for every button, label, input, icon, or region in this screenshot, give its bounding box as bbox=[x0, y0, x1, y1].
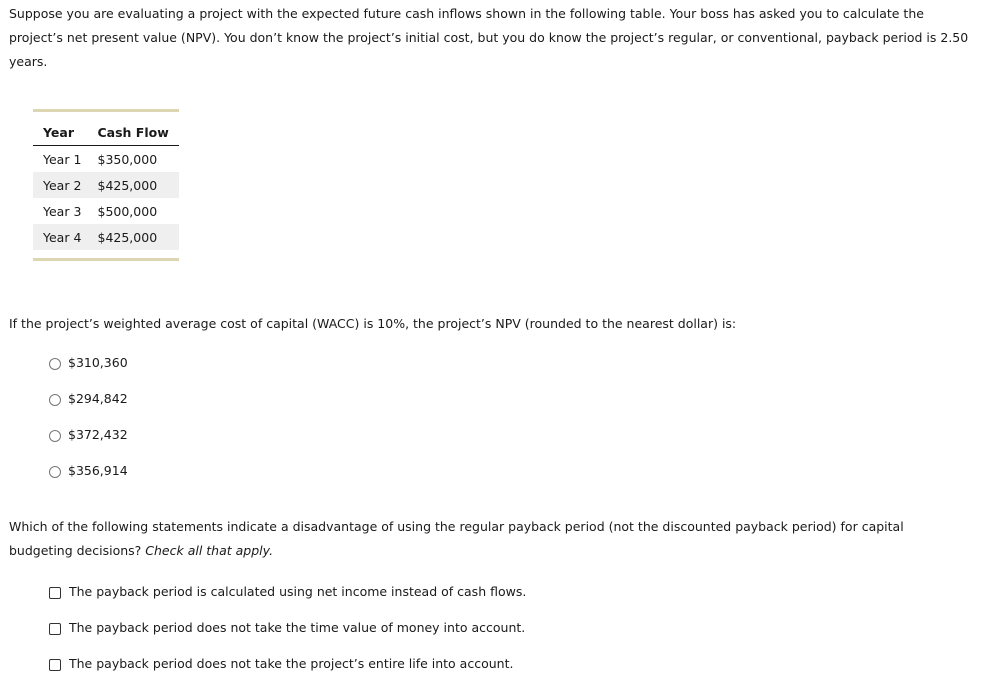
table-row bbox=[33, 146, 179, 173]
payback-question-text: Which of the following statements indicate a disadvantage of using the regular payback period (not the discounted payback period) for capital budgeting decisions? bbox=[9, 519, 904, 558]
npv-option-2[interactable] bbox=[48, 391, 128, 427]
table-row bbox=[33, 198, 179, 224]
npv-option-3[interactable] bbox=[48, 427, 128, 463]
option-label: $310,360 bbox=[68, 355, 128, 370]
npv-answer-options bbox=[48, 355, 128, 499]
option-label: The payback period does not take the time value of money into account. bbox=[69, 620, 526, 635]
cash-flow-column-header: Cash Flow bbox=[88, 120, 180, 146]
payback-option-2[interactable] bbox=[49, 620, 526, 656]
year-cell: Year 3 bbox=[43, 203, 82, 219]
check-all-instruction: Check all that apply. bbox=[145, 543, 274, 558]
cash-flow-cell: $425,000 bbox=[88, 224, 180, 250]
cash-flow-cell: $500,000 bbox=[97, 203, 158, 219]
radio-button-icon[interactable] bbox=[49, 394, 61, 406]
radio-button-icon[interactable] bbox=[49, 430, 61, 442]
problem-intro: Suppose you are evaluating a project with the expected future cash inflows shown in the following table. Your boss has asked you to calculate the project’s net present value (NPV). You don’t know the project’s initial cost, but you do know the project’s regular, or conventional, payback period is 2.50 years. bbox=[9, 6, 969, 69]
cash-flow-cell: $350,000 bbox=[97, 151, 158, 167]
option-label: $294,842 bbox=[68, 391, 128, 406]
cash-flow-cell: $425,000 bbox=[88, 172, 180, 198]
payback-option-1[interactable] bbox=[49, 584, 526, 620]
payback-option-3[interactable] bbox=[49, 656, 526, 692]
radio-button-icon[interactable] bbox=[49, 358, 61, 370]
npv-option-1[interactable] bbox=[48, 355, 128, 391]
table-row bbox=[33, 224, 179, 250]
option-label: $372,432 bbox=[68, 427, 128, 442]
year-column-header: Year bbox=[33, 120, 88, 146]
option-label: The payback period does not take the project’s entire life into account. bbox=[69, 656, 514, 671]
npv-question-prompt: If the project’s weighted average cost of capital (WACC) is 10%, the project’s NPV (rounded to the nearest dollar) is: bbox=[9, 316, 737, 331]
option-label: $356,914 bbox=[68, 463, 128, 478]
checkbox-icon[interactable] bbox=[49, 587, 61, 599]
npv-option-4[interactable] bbox=[48, 463, 128, 499]
payback-question-prompt bbox=[9, 515, 909, 563]
checkbox-icon[interactable] bbox=[49, 659, 61, 671]
radio-button-icon[interactable] bbox=[49, 466, 61, 478]
year-cell: Year 4 bbox=[33, 224, 88, 250]
checkbox-icon[interactable] bbox=[49, 623, 61, 635]
year-cell: Year 2 bbox=[33, 172, 88, 198]
cash-flow-table bbox=[33, 109, 179, 261]
payback-answer-options bbox=[49, 584, 526, 692]
option-label: The payback period is calculated using net income instead of cash flows. bbox=[69, 584, 527, 599]
year-cell: Year 1 bbox=[43, 151, 82, 167]
table-row bbox=[33, 172, 179, 198]
